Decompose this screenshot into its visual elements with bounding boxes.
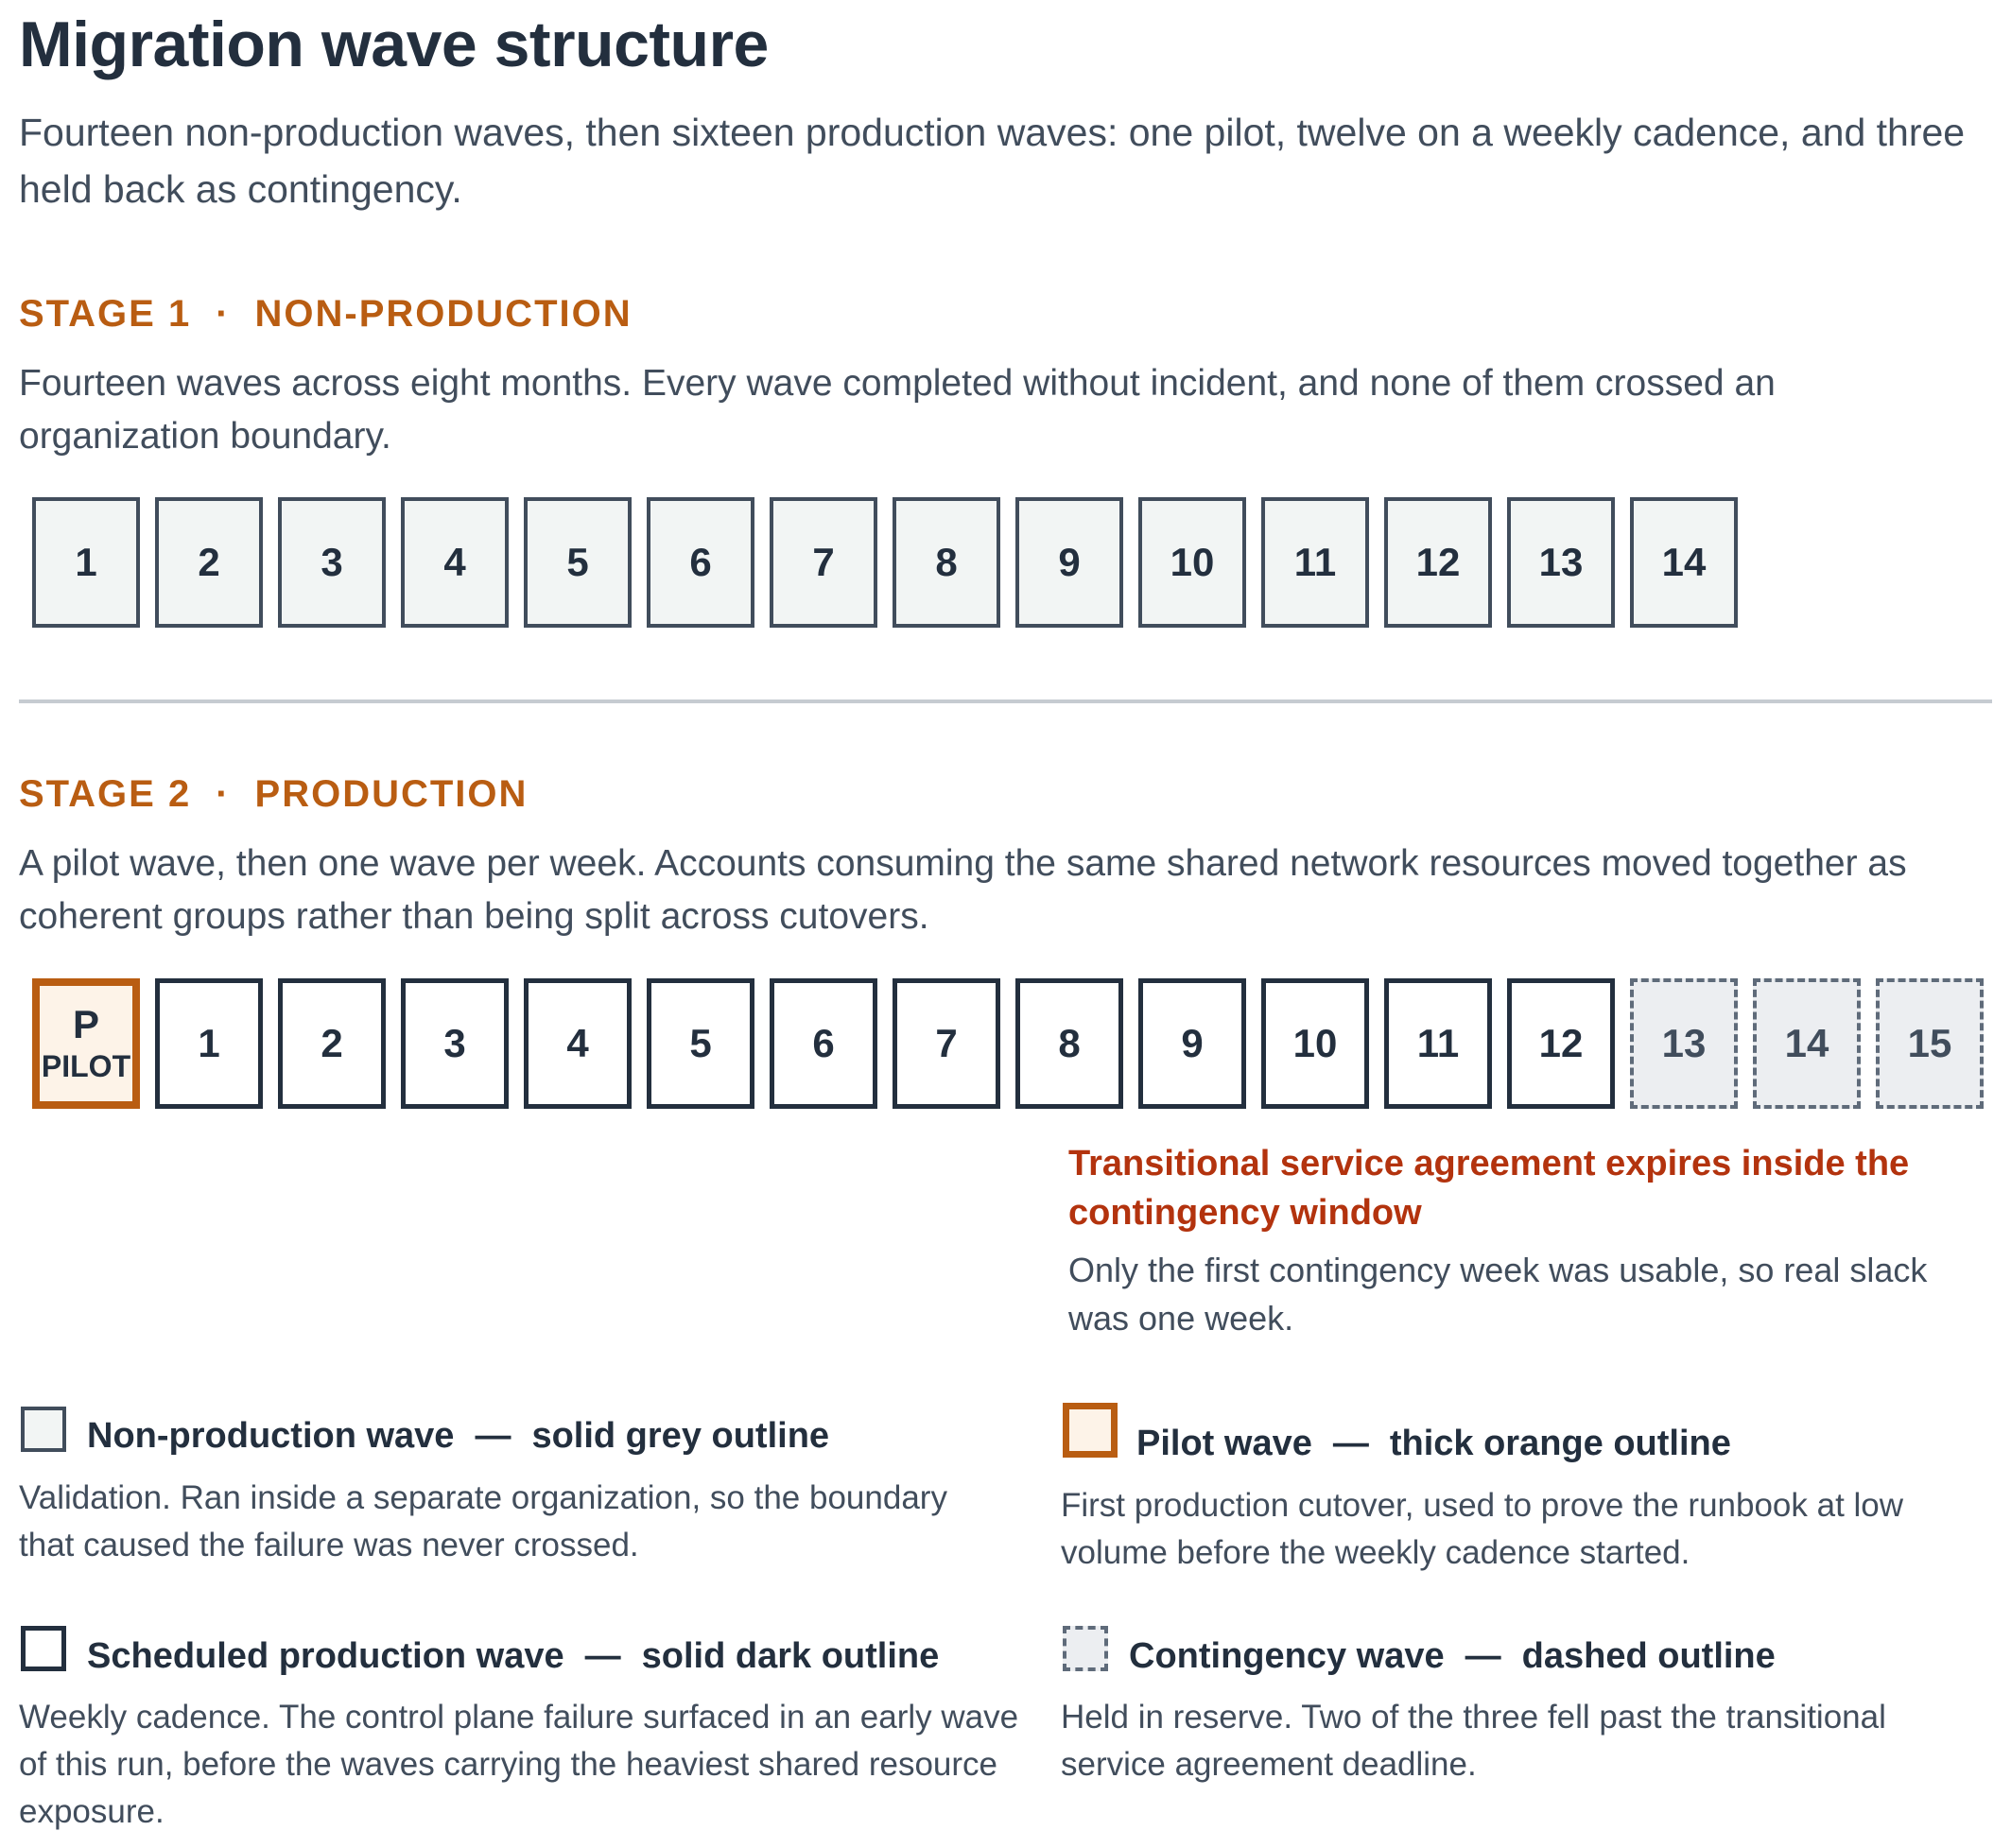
stage2-label: STAGE 2	[19, 773, 192, 815]
scheduled-wave-box: 10	[1261, 978, 1369, 1109]
legend-scheduled-dash: —	[584, 1636, 621, 1676]
legend-scheduled-swatch	[21, 1626, 66, 1671]
nonprod-wave-box: 10	[1138, 497, 1246, 628]
page-subtitle: Fourteen non-production waves, then sixteen production waves: one pilot, twelve on a weekly cadence, and three held back as contingency.	[19, 111, 1966, 211]
legend-contingency-title	[1129, 1636, 1776, 1677]
nonprod-wave-box: 3	[278, 497, 386, 628]
legend-pilot-swatch	[1063, 1403, 1118, 1458]
stage1-description: Fourteen waves across eight months. Every wave completed without incident, and none of them crossed an organization boundary.	[19, 363, 1776, 457]
stage1-separator: ·	[216, 293, 231, 335]
scheduled-wave-box: 7	[893, 978, 1000, 1109]
nonprod-wave-box: 11	[1261, 497, 1369, 628]
legend-scheduled-style: solid dark outline	[641, 1636, 940, 1676]
legend-contingency-dash: —	[1465, 1636, 1501, 1676]
callout-body: Only the first contingency week was usable, so real slack was one week.	[1068, 1251, 1928, 1338]
legend-pilot-description: First production cutover, used to prove the runbook at low volume before the weekly cadence started.	[1061, 1487, 1904, 1571]
nonprod-wave-box: 4	[401, 497, 509, 628]
legend-nonprod-title	[87, 1416, 829, 1457]
nonprod-wave-box: 6	[647, 497, 754, 628]
scheduled-wave-box: 9	[1138, 978, 1246, 1109]
nonprod-wave-box: 9	[1015, 497, 1123, 628]
legend-nonprod-swatch	[21, 1407, 66, 1452]
legend-contingency-style: dashed outline	[1521, 1636, 1776, 1676]
stage1-heading	[19, 293, 633, 336]
contingency-wave-box: 14	[1753, 978, 1861, 1109]
legend-pilot-title	[1136, 1424, 1731, 1464]
nonprod-wave-box: 1	[32, 497, 140, 628]
scheduled-wave-box: 8	[1015, 978, 1123, 1109]
nonprod-wave-box: 5	[524, 497, 632, 628]
stage1-label: STAGE 1	[19, 293, 192, 335]
legend-nonprod-dash: —	[475, 1416, 511, 1456]
scheduled-wave-box: 3	[401, 978, 509, 1109]
stage2-description: A pilot wave, then one wave per week. Accounts consuming the same shared network resources moved together as coherent groups rather than being split across cutovers.	[19, 843, 1907, 937]
legend-pilot-name: Pilot wave	[1136, 1424, 1312, 1463]
nonprod-wave-box: 12	[1384, 497, 1492, 628]
scheduled-wave-box: 6	[770, 978, 877, 1109]
nonprod-wave-box: 8	[893, 497, 1000, 628]
scheduled-wave-box: 5	[647, 978, 754, 1109]
legend-contingency-description: Held in reserve. Two of the three fell past the transitional service agreement deadline.	[1061, 1699, 1886, 1783]
legend-contingency-name: Contingency wave	[1129, 1636, 1445, 1676]
scheduled-wave-box: 2	[278, 978, 386, 1109]
page-title: Migration wave structure	[19, 9, 769, 80]
legend-contingency-swatch	[1063, 1626, 1108, 1671]
scheduled-wave-box: 11	[1384, 978, 1492, 1109]
contingency-wave-box: 13	[1630, 978, 1738, 1109]
scheduled-wave-box: 4	[524, 978, 632, 1109]
stage1-name: NON-PRODUCTION	[254, 293, 633, 335]
stage2-separator: ·	[216, 773, 231, 815]
callout-title: Transitional service agreement expires inside the contingency window	[1068, 1144, 1910, 1233]
legend-scheduled-title	[87, 1636, 939, 1677]
legend-scheduled-description: Weekly cadence. The control plane failure surfaced in an early wave of this run, before the waves carrying the heaviest shared resource exposure.	[19, 1699, 1019, 1830]
scheduled-wave-box: 12	[1507, 978, 1615, 1109]
contingency-wave-box: 15	[1876, 978, 1984, 1109]
legend-pilot-style: thick orange outline	[1389, 1424, 1731, 1463]
nonprod-wave-box: 7	[770, 497, 877, 628]
nonprod-wave-box: 2	[155, 497, 263, 628]
legend-nonprod-style: solid grey outline	[531, 1416, 830, 1456]
nonprod-wave-box: 14	[1630, 497, 1738, 628]
legend-scheduled-name: Scheduled production wave	[87, 1636, 564, 1676]
legend-nonprod-name: Non-production wave	[87, 1416, 455, 1456]
stage2-name: PRODUCTION	[254, 773, 529, 815]
scheduled-wave-box: 1	[155, 978, 263, 1109]
pilot-wave-letter: P	[72, 1002, 99, 1046]
stage2-heading	[19, 773, 528, 816]
nonprod-wave-box: 13	[1507, 497, 1615, 628]
legend-nonprod-description: Validation. Ran inside a separate organization, so the boundary that caused the failure was never crossed.	[19, 1479, 947, 1563]
pilot-wave-label: PILOT	[41, 1049, 131, 1083]
legend-pilot-dash: —	[1332, 1424, 1369, 1463]
pilot-wave-box	[32, 978, 140, 1109]
stage-divider	[19, 699, 1992, 703]
